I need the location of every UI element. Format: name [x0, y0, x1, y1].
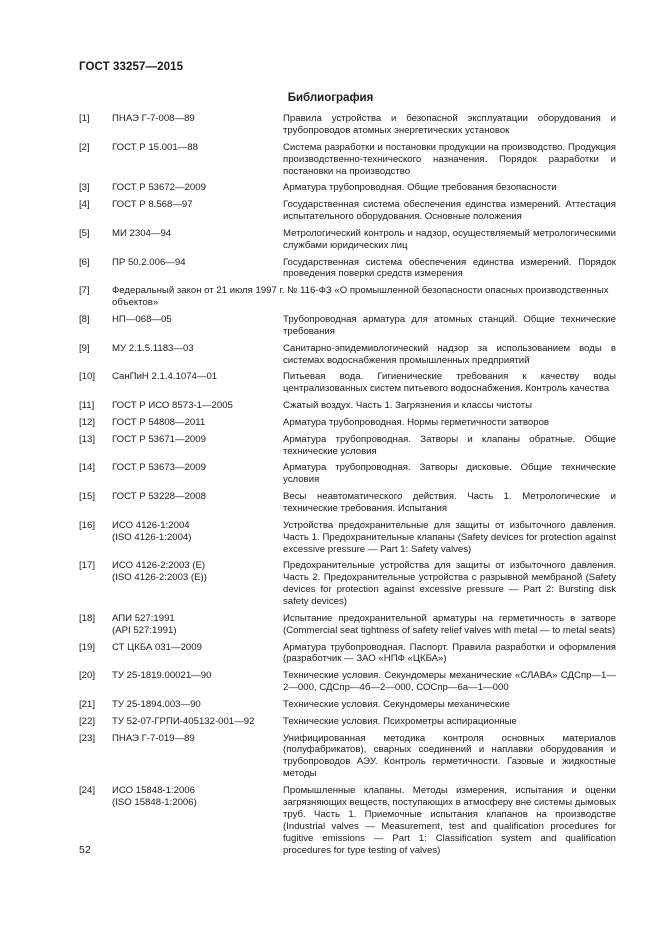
- entry-number: [16]: [79, 519, 96, 531]
- entry-number: [12]: [79, 416, 96, 428]
- entry-number: [11]: [79, 400, 95, 412]
- page-number: 52: [79, 844, 91, 856]
- entry-number: [2]: [79, 141, 90, 153]
- entry-number: [9]: [79, 342, 90, 354]
- entry-title: Устройства предохранительные для защиты от избыточного давления. Часть 1. Предохранительные клапаны (Safety devices for protection against excessive pressure — Part 1: Safety valves): [283, 519, 616, 555]
- bibliography-entry: [79, 560, 616, 608]
- bibliography-entry: [79, 371, 616, 395]
- entry-title: Арматура трубопроводная. Паспорт. Правила разработки и оформления (разработчик — ЗАО «НПФ «ЦКБА»): [283, 641, 616, 665]
- entry-code: НП—068—05: [112, 313, 172, 325]
- entry-title: Предохранительные устройства для защиты от избыточного давления. Часть 2. Предохранительные устройства с разрывной мембраной (Safety devices for protection against excessive pressure — Part 2: Bursting disk safety devices): [283, 560, 616, 608]
- entry-title: Унифицированная методика контроля основных материалов (полуфабрикатов), сварных соединений и наплавки оборудования и трубопроводов АЭУ. Контроль герметичности. Газовые и жидкостные методы: [283, 732, 616, 780]
- entry-title: Промышленные клапаны. Методы измерения, испытания и оценки загрязняющих веществ, поступающих в атмосферу вне системы дымовых труб. Часть 1. Приемочные испытания клапанов на производстве (Industrial valves — Measurement, test and qualification procedures for fugitive emissions — Part 1: Classification system and qualification procedures for type testing of valves): [283, 785, 616, 856]
- entry-number: [6]: [79, 256, 90, 268]
- entry-number: [18]: [79, 612, 96, 624]
- bibliography-entry: [79, 400, 616, 412]
- bibliography-title: Библиография: [287, 92, 374, 104]
- entry-title: Питьевая вода. Гигиенические требования к качеству воды централизованных систем питьевого водоснабжения. Контроль качества: [283, 371, 616, 395]
- entry-title: Трубопроводная арматура для атомных станций. Общие технические требования: [283, 313, 616, 337]
- bibliography-entry: [79, 343, 616, 367]
- entry-number: [22]: [79, 715, 96, 727]
- entry-number: [13]: [79, 433, 96, 445]
- entry-code: ГОСТ Р 53672—2009: [112, 182, 206, 194]
- bibliography-entry: [79, 417, 616, 429]
- entry-code: ИСО 4126-1:2004 (ISO 4126-1:2004): [112, 519, 192, 543]
- entry-number: [21]: [79, 698, 96, 710]
- bibliography-entry: [79, 613, 616, 637]
- entry-code: ПНАЭ Г-7-019—89: [112, 732, 195, 744]
- bibliography-entry: [79, 228, 616, 252]
- entry-title: Технические условия. Секундомеры механические «СЛАВА» СДСпр—1—2—000, СДСпр—4б—2—000, СОСпр—6а—1—000: [283, 670, 616, 694]
- entry-code: ГОСТ Р 53228—2008: [112, 491, 206, 503]
- entry-code: АПИ 527:1991 (API 527:1991): [112, 612, 177, 636]
- entry-title: Федеральный закон от 21 июля 1997 г. № 116-ФЗ «О промышленной безопасности опасных производственных объектов»: [112, 285, 609, 309]
- bibliography-entry: [79, 699, 616, 711]
- bibliography-entry: [79, 113, 616, 137]
- entry-code: ИСО 4126-2:2003 (E) (ISO 4126-2:2003 (E)): [112, 560, 207, 584]
- entry-title: Система разработки и постановки продукции на производство. Продукция производственно-технического назначения. Порядок разработки и постановки на производство: [283, 141, 616, 177]
- entry-title: Государственная система обеспечения единства измерений. Порядок проведения поверки средств измерения: [283, 256, 616, 280]
- entry-code: СанПиН 2.1.4.1074—01: [112, 371, 218, 383]
- bibliography-entry: [79, 785, 616, 856]
- entry-title: Испытание предохранительной арматуры на герметичность в затворе (Commercial seat tightness of safety relief valves with metal — to metal seats): [283, 612, 616, 636]
- bibliography-entry: [79, 182, 616, 194]
- entry-number: [10]: [79, 371, 96, 383]
- bibliography-entry: [79, 716, 616, 728]
- bibliography-entry: [79, 314, 616, 338]
- entry-title: Метрологический контроль и надзор, осуществляемый метрологическими службами юридических лиц: [283, 227, 616, 251]
- entry-code: ГОСТ Р 53671—2009: [112, 433, 206, 445]
- entry-number: [4]: [79, 199, 90, 211]
- entry-title: Весы неавтоматического действия. Часть 1. Метрологические и технические требования. Испытания: [283, 491, 616, 514]
- entry-code: ТУ 25-1819.00021—90: [112, 670, 212, 682]
- bibliography-list: [79, 113, 616, 861]
- bibliography-entry: [79, 257, 616, 281]
- entry-number: [3]: [79, 182, 90, 194]
- entry-title: Санитарно-эпидемиологический надзор за использованием воды в системах водоснабжения промышленных предприятий: [283, 342, 616, 366]
- entry-number: [7]: [79, 285, 90, 297]
- entry-code: ГОСТ Р 53673—2009: [112, 462, 206, 474]
- bibliography-entry: [79, 520, 616, 556]
- bibliography-entry: [79, 642, 616, 666]
- entry-code: СТ ЦКБА 031—2009: [112, 641, 202, 653]
- entry-number: [23]: [79, 732, 96, 744]
- entry-code: ПНАЭ Г-7-008—89: [112, 113, 195, 124]
- entry-number: [19]: [79, 641, 96, 653]
- document-code: ГОСТ 33257—2015: [79, 61, 184, 73]
- entry-number: [17]: [79, 560, 96, 572]
- entry-number: [8]: [79, 313, 90, 325]
- bibliography-entry: [79, 434, 616, 458]
- entry-code: ГОСТ Р 15.001—88: [112, 141, 198, 153]
- entry-code: МИ 2304—94: [112, 227, 172, 239]
- entry-code: ГОСТ Р 8.568—97: [112, 199, 193, 211]
- entry-title: Государственная система обеспечения единства измерений. Аттестация испытательного оборудования. Основные положения: [283, 199, 616, 223]
- entry-title: Арматура трубопроводная. Затворы дисковые. Общие технические условия: [283, 462, 616, 486]
- entry-code: МУ 2.1.5.1183—03: [112, 342, 194, 354]
- entry-title: Арматура трубопроводная. Общие требования безопасности: [283, 182, 557, 194]
- entry-title: Технические условия. Психрометры аспирационные: [283, 715, 517, 727]
- entry-code: ГОСТ Р ИСО 8573-1—2005: [112, 400, 233, 412]
- bibliography-entry: [79, 285, 616, 309]
- entry-title: Правила устройства и безопасной эксплуатации оборудования и трубопроводов атомных энергетических установок: [283, 113, 616, 136]
- entry-number: [1]: [79, 113, 90, 124]
- bibliography-entry: [79, 462, 616, 486]
- entry-code: ТУ 25-1894.003—90: [112, 698, 201, 710]
- entry-number: [14]: [79, 462, 96, 474]
- bibliography-entry: [79, 491, 616, 515]
- entry-number: [20]: [79, 670, 96, 682]
- entry-number: [15]: [79, 491, 96, 503]
- bibliography-entry: [79, 199, 616, 223]
- entry-title: Арматура трубопроводная. Затворы и клапаны обратные. Общие технические условия: [283, 433, 616, 457]
- bibliography-entry: [79, 142, 616, 178]
- entry-title: Технические условия. Секундомеры механические: [283, 698, 510, 710]
- bibliography-entry: [79, 670, 616, 694]
- entry-number: [24]: [79, 785, 96, 797]
- entry-code: ПР 50.2.006—94: [112, 256, 186, 268]
- entry-code: ГОСТ Р 54808—2011: [112, 416, 206, 428]
- entry-number: [5]: [79, 227, 90, 239]
- entry-code: ИСО 15848-1:2006 (ISO 15848-1:2006): [112, 785, 197, 808]
- entry-code: ТУ 52-07-ГРПИ-405132-001—92: [112, 715, 255, 727]
- bibliography-entry: [79, 733, 616, 781]
- entry-title: Арматура трубопроводная. Нормы герметичности затворов: [283, 416, 550, 428]
- entry-title: Сжатый воздух. Часть 1. Загрязнения и классы чистоты: [283, 400, 533, 412]
